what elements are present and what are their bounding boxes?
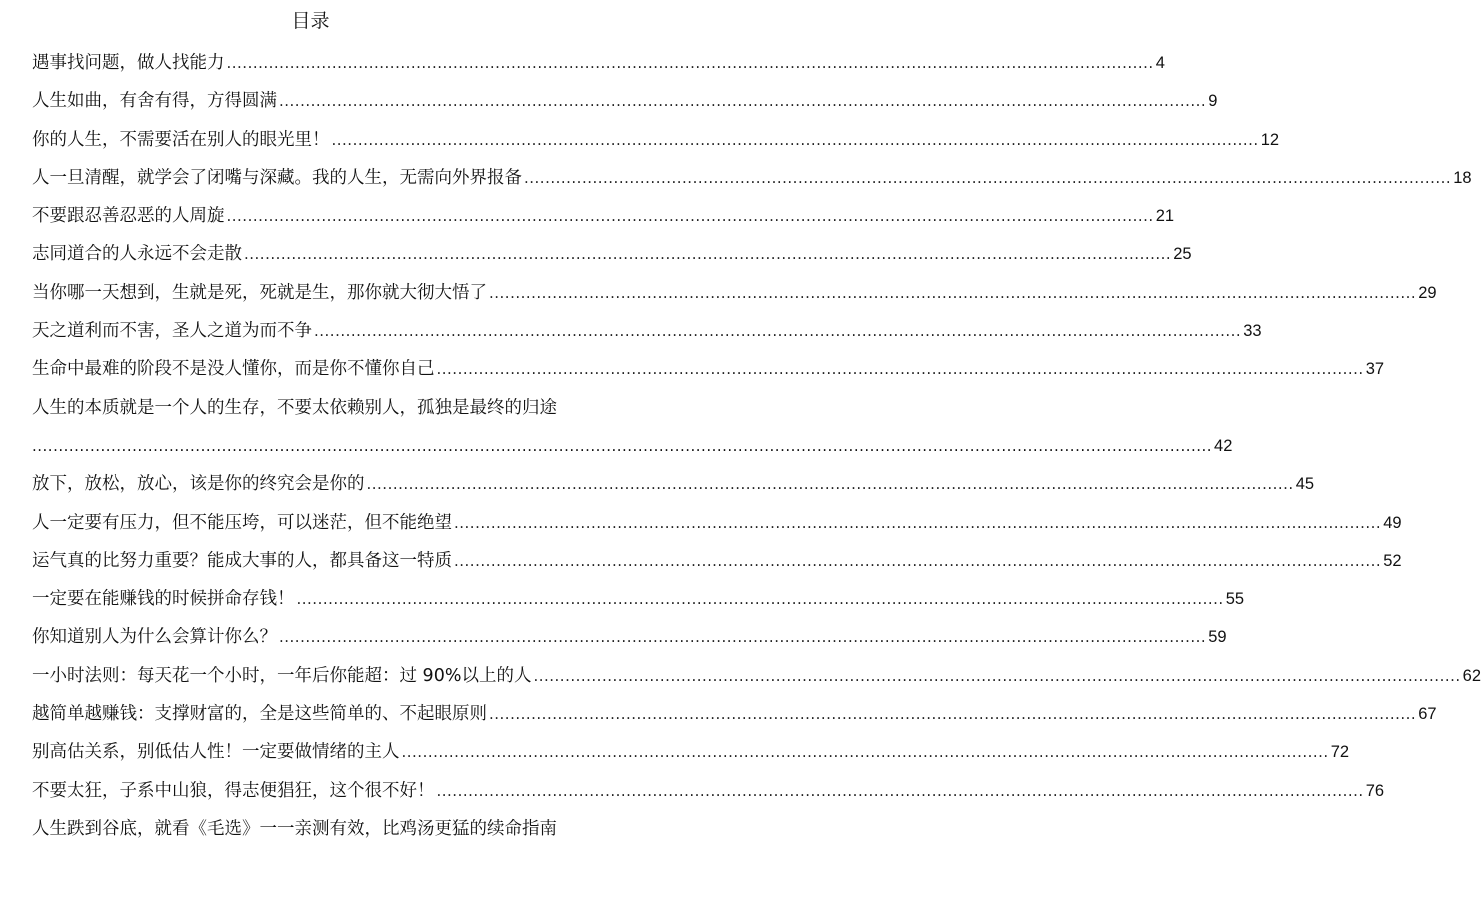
dot-leader bbox=[227, 48, 1154, 78]
dot-leader bbox=[332, 125, 1259, 155]
toc-entry-page: 67 bbox=[1418, 705, 1437, 724]
toc-entry-title: 你知道别人为什么会算计你么？ bbox=[32, 627, 277, 648]
dot-leader bbox=[244, 239, 1171, 269]
toc-entry-title: 一定要在能赚钱的时候拼命存钱！ bbox=[32, 589, 295, 610]
toc-entry-page: 9 bbox=[1208, 92, 1218, 111]
toc-entry[interactable] bbox=[32, 776, 1385, 814]
toc-entry[interactable] bbox=[32, 393, 1233, 470]
dot-leader bbox=[454, 546, 1381, 576]
toc-entry-title: 当你哪一天想到，生就是死，死就是生，那你就大彻大悟了 bbox=[32, 282, 487, 303]
dot-leader bbox=[489, 278, 1416, 308]
toc-entry-title: 越简单越赚钱：支撑财富的，全是这些简单的、不起眼原则 bbox=[32, 704, 487, 725]
toc-entry-title: 不要太狂，子系中山狼，得志便猖狂，这个很不好！ bbox=[32, 780, 435, 801]
dot-leader bbox=[489, 699, 1416, 729]
toc-entry[interactable] bbox=[32, 125, 1280, 163]
toc-entry-page: 29 bbox=[1418, 283, 1437, 302]
toc-entry-page: 25 bbox=[1173, 245, 1192, 264]
toc-entry[interactable] bbox=[32, 737, 1350, 775]
toc-entry[interactable] bbox=[32, 278, 1437, 316]
toc-entry-page: 62 bbox=[1462, 666, 1481, 685]
dot-leader bbox=[297, 584, 1224, 614]
toc-entry-page: 12 bbox=[1260, 130, 1280, 149]
toc-entry-page: 21 bbox=[1155, 207, 1175, 226]
toc-entry-title: 人生如曲，有舍有得，方得圆满 bbox=[32, 91, 277, 112]
toc-entry[interactable] bbox=[32, 316, 1262, 354]
toc-entry-page: 42 bbox=[1214, 436, 1233, 455]
toc-entry-page: 72 bbox=[1330, 743, 1350, 762]
toc-entry-page: 49 bbox=[1383, 513, 1402, 532]
dot-leader bbox=[32, 431, 1212, 461]
toc-entry[interactable] bbox=[32, 354, 1385, 392]
dot-leader bbox=[279, 622, 1206, 652]
toc-entry-page: 45 bbox=[1295, 475, 1315, 494]
toc-entry-title: 遇事找问题，做人找能力 bbox=[32, 53, 225, 73]
toc-entry-page: 59 bbox=[1208, 628, 1227, 647]
toc-entry-page: 18 bbox=[1453, 168, 1472, 187]
toc-entry-page: 33 bbox=[1243, 322, 1262, 341]
toc-entry[interactable] bbox=[32, 699, 1437, 737]
toc-entry[interactable] bbox=[32, 584, 1245, 622]
toc-entry-page: 55 bbox=[1225, 590, 1245, 609]
toc-entry-title: 不要跟忍善忍恶的人周旋 bbox=[32, 206, 225, 227]
toc-entry[interactable] bbox=[32, 546, 1402, 584]
dot-leader bbox=[314, 316, 1241, 346]
toc-entry[interactable] bbox=[32, 163, 1472, 201]
toc-entry-page: 76 bbox=[1365, 781, 1385, 800]
toc-entry[interactable] bbox=[32, 661, 1481, 699]
dot-leader bbox=[533, 661, 1460, 691]
dot-leader bbox=[279, 86, 1206, 116]
toc-entry[interactable] bbox=[32, 469, 1315, 507]
dot-leader bbox=[227, 201, 1154, 231]
toc-entry-page: 52 bbox=[1383, 551, 1402, 570]
toc-entry[interactable] bbox=[32, 86, 1218, 124]
toc-entry-title: 天之道利而不害，圣人之道为而不争 bbox=[32, 321, 312, 342]
toc-entry[interactable] bbox=[32, 48, 1165, 86]
toc-entry-title: 志同道合的人永远不会走散 bbox=[32, 244, 242, 265]
toc-entry-title: 放下，放松，放心，该是你的终究会是你的 bbox=[32, 474, 365, 495]
toc-entry[interactable] bbox=[32, 201, 1175, 239]
page-title: 目录 bbox=[291, 10, 330, 32]
dot-leader bbox=[524, 163, 1451, 193]
toc-entry-title: 生命中最难的阶段不是没人懂你，而是你不懂你自己 bbox=[32, 359, 435, 380]
toc-list bbox=[32, 48, 1481, 852]
toc-entry-title: 人生的本质就是一个人的生存，不要太依赖别人，孤独是最终的归途 bbox=[32, 397, 557, 418]
dot-leader bbox=[367, 469, 1294, 499]
toc-entry-page: 37 bbox=[1365, 360, 1385, 379]
dot-leader bbox=[402, 737, 1329, 767]
dot-leader bbox=[437, 776, 1364, 806]
toc-entry-title: 一小时法则：每天花一个小时，一年后你能超：过 90%以上的人 bbox=[32, 665, 532, 686]
toc-entry[interactable] bbox=[32, 239, 1192, 277]
dot-leader bbox=[437, 354, 1364, 384]
toc-entry-title: 人一旦清醒，就学会了闭嘴与深藏。我的人生，无需向外界报备 bbox=[32, 167, 522, 188]
toc-entry-title: 人一定要有压力，但不能压垮，可以迷茫，但不能绝望 bbox=[32, 512, 452, 533]
toc-entry[interactable] bbox=[32, 622, 1227, 660]
toc-entry-title: 别高估关系，别低估人性！一定要做情绪的主人 bbox=[32, 742, 400, 763]
toc-entry-title: 人生跌到谷底，就看《毛选》一一亲测有效，比鸡汤更猛的续命指南 bbox=[32, 818, 557, 839]
toc-entry-page: 4 bbox=[1155, 54, 1165, 72]
dot-leader bbox=[454, 508, 1381, 538]
toc-entry[interactable] bbox=[32, 508, 1402, 546]
toc-entry-title: 运气真的比努力重要？能成大事的人，都具备这一特质 bbox=[32, 550, 452, 571]
toc-entry-title: 你的人生，不需要活在别人的眼光里！ bbox=[32, 129, 330, 150]
toc-entry[interactable] bbox=[32, 814, 588, 852]
